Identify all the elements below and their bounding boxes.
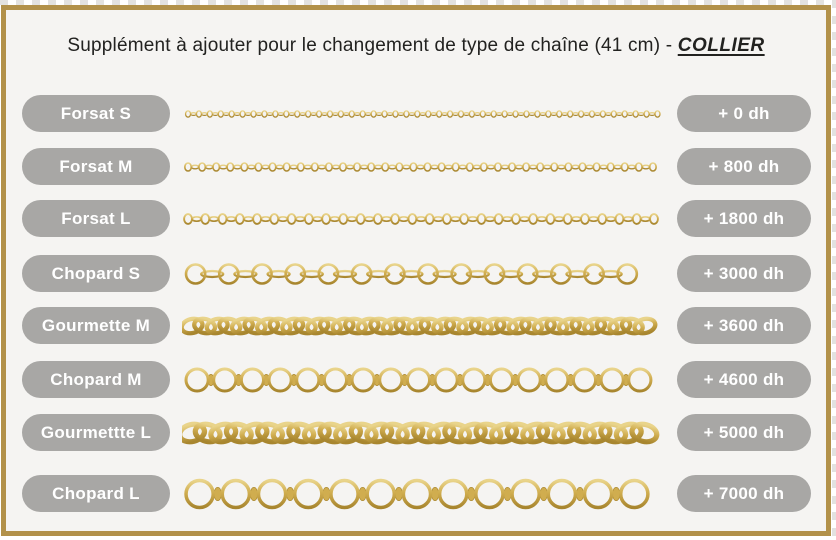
chain-image [182, 308, 665, 344]
price-label: + 0 dh [718, 103, 770, 123]
title-text: Supplément à ajouter pour le changement de type de chaîne (41 cm) - [67, 35, 678, 56]
chain-type-label: Forsat L [61, 208, 131, 228]
price-pill [677, 475, 811, 512]
chain-type-label: Forsat S [60, 103, 132, 123]
chain-type-pill [22, 361, 170, 398]
chain-row-forsat-l [6, 200, 830, 237]
gold-frame [1, 5, 831, 536]
chain-type-pill [22, 200, 170, 237]
chain-type-pill [22, 148, 170, 185]
chain-row-chopard-s [6, 255, 830, 292]
price-label: + 3600 dh [703, 315, 785, 335]
price-label: + 4600 dh [703, 369, 785, 389]
chain-type-label: Chopard L [52, 483, 140, 503]
chain-type-pill [22, 307, 170, 344]
chain-image [182, 256, 665, 292]
chain-image [182, 149, 665, 185]
transparency-checker-right [832, 0, 836, 536]
price-pill [677, 148, 811, 185]
chain-row-gourmette-m [6, 307, 830, 344]
chain-image [182, 96, 665, 132]
chain-row-chopard-l [6, 475, 830, 512]
price-pill [677, 307, 811, 344]
chain-image [182, 362, 665, 398]
page-title [6, 35, 826, 57]
price-pill [677, 414, 811, 451]
chain-type-label: Gourmette M [41, 315, 151, 335]
chain-type-label: Chopard M [50, 369, 142, 389]
price-label: + 800 dh [708, 156, 780, 176]
chain-image [182, 415, 665, 451]
price-pill [677, 200, 811, 237]
price-label: + 3000 dh [703, 263, 785, 283]
chain-type-pill [22, 255, 170, 292]
price-pill [677, 95, 811, 132]
chain-row-gourmette-l [6, 414, 830, 451]
price-label: + 1800 dh [703, 208, 785, 228]
chain-type-pill [22, 475, 170, 512]
price-label: + 5000 dh [703, 422, 785, 442]
chain-type-pill [22, 95, 170, 132]
chain-row-forsat-m [6, 148, 830, 185]
chain-type-label: Chopard S [51, 263, 141, 283]
chain-type-label: Gourmettte L [40, 422, 152, 442]
price-label: + 7000 dh [703, 483, 785, 503]
chain-row-forsat-s [6, 95, 830, 132]
chain-image [182, 201, 665, 237]
price-pill [677, 361, 811, 398]
title-emphasis-collier: COLLIER [677, 35, 765, 56]
price-pill [677, 255, 811, 292]
chain-type-label: Forsat M [59, 156, 133, 176]
chain-image [182, 476, 665, 512]
chain-type-pill [22, 414, 170, 451]
chain-row-chopard-m [6, 361, 830, 398]
